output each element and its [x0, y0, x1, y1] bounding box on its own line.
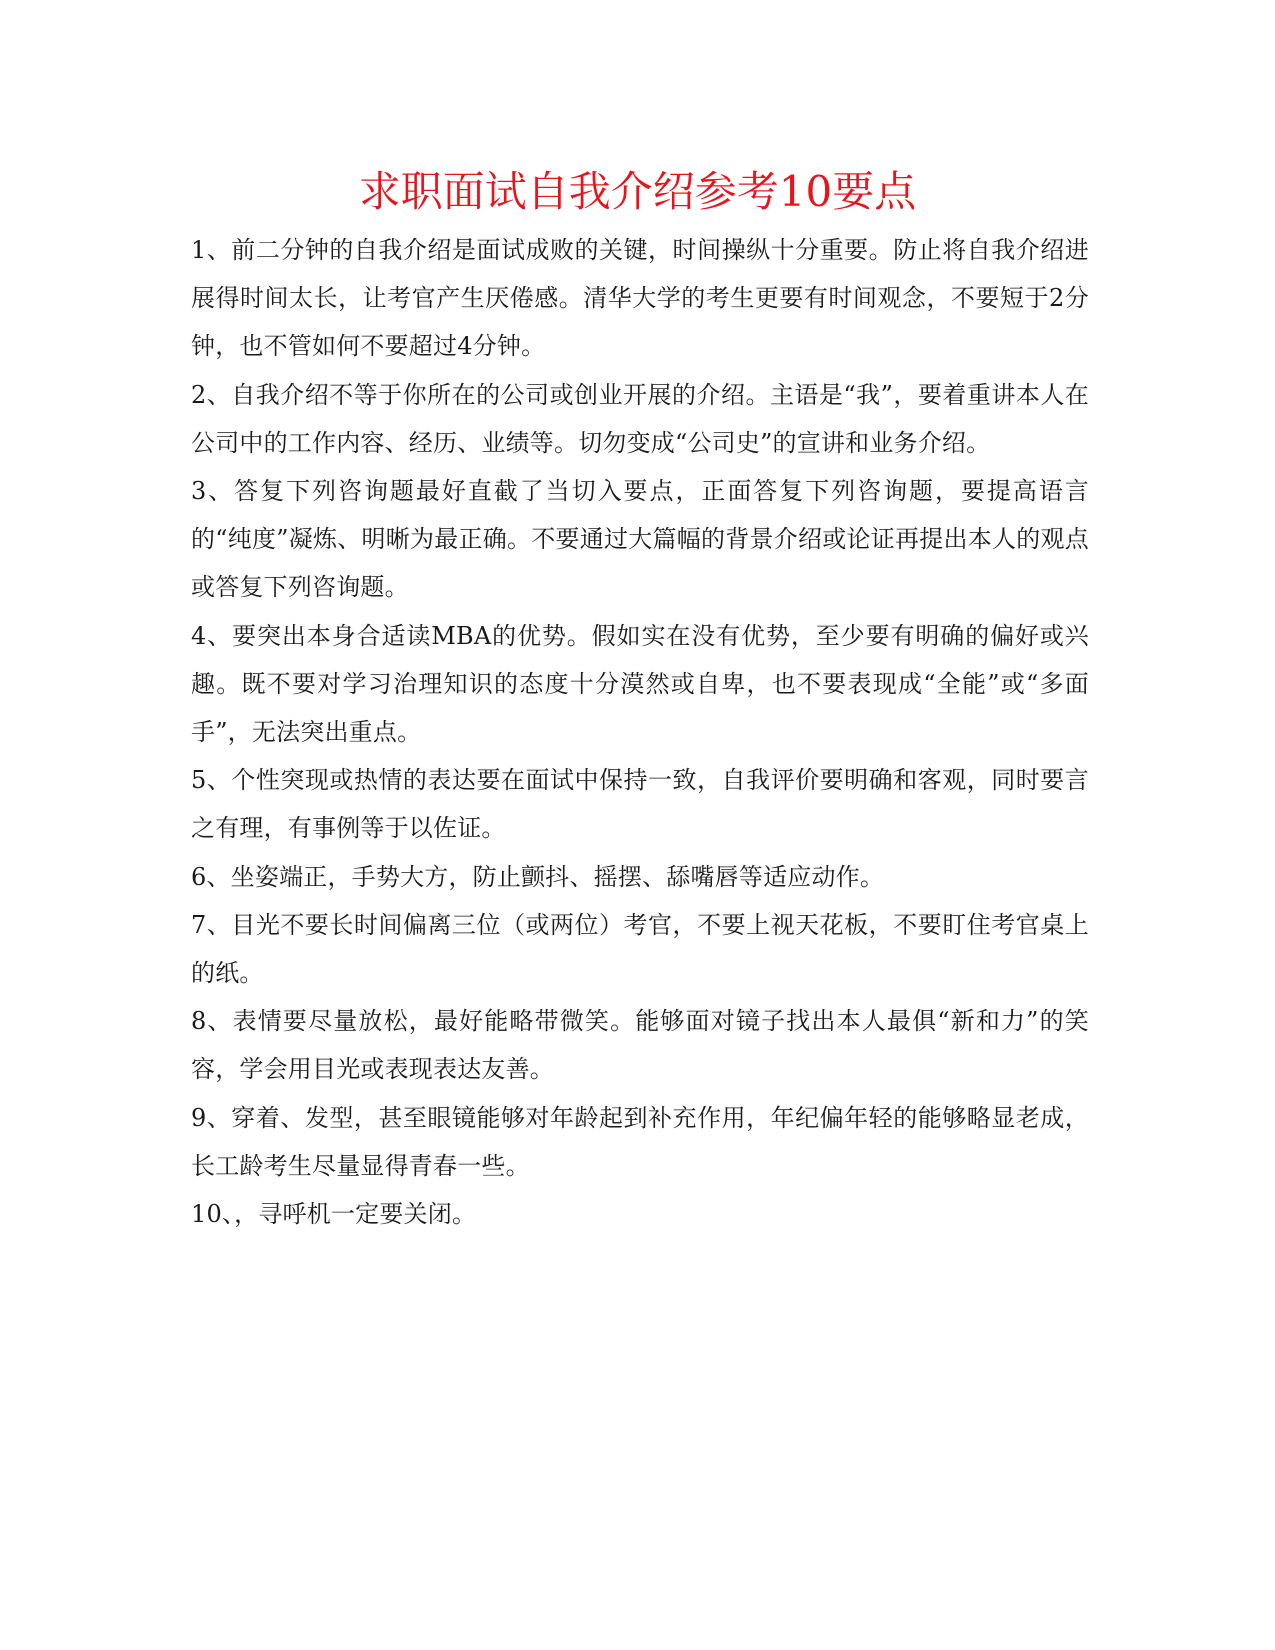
paragraph-7: 7、目光不要长时间偏离三位（或两位）考官，不要上视天花板，不要盯住考官桌上的纸。 [191, 910, 1089, 988]
paragraph-1: 1、前二分钟的自我介绍是面试成败的关键，时间操纵十分重要。防止将自我介绍进展得时间太长，让考官产生厌倦感。清华大学的考生更要有时间观念，不要短于2分钟，也不管如何不要超过4分钟。 [191, 236, 1089, 361]
paragraph-4: 4、要突出本身合适读MBA的优势。假如实在没有优势，至少要有明确的偏好或兴趣。既不要对学习治理知识的态度十分漠然或自卑，也不要表现成“全能”或“多面手”，无法突出重点。 [191, 621, 1089, 747]
paragraph-10: 10、，寻呼机一定要关闭。 [191, 1200, 477, 1229]
paragraph-2: 2、自我介绍不等于你所在的公司或创业开展的介绍。主语是“我”，要着重讲本人在公司中的工作内容、经历、业绩等。切勿变成“公司史”的宣讲和业务介绍。 [191, 380, 1089, 457]
document-body [191, 226, 1089, 1238]
paragraph-8: 8、表情要尽量放松，最好能略带微笑。能够面对镜子找出本人最俱“新和力”的笑容，学会用目光或表现表达友善。 [191, 1007, 1089, 1084]
paragraph-6: 6、坐姿端正，手势大方，防止颤抖、摇摆、舔嘴唇等适应动作。 [191, 862, 885, 891]
paragraph-3: 3、答复下列咨询题最好直截了当切入要点，正面答复下列咨询题，要提高语言的“纯度”凝炼、明晰为最正确。不要通过大篇幅的背景介绍或论证再提出本人的观点或答复下列咨询题。 [191, 477, 1089, 602]
paragraph-5: 5、个性突现或热情的表达要在面试中保持一致，自我评价要明确和客观，同时要言之有理，有事例等于以佐证。 [191, 766, 1089, 843]
document-title: 求职面试自我介绍参考10要点 [358, 167, 917, 216]
paragraph-9: 9、穿着、发型，甚至眼镜能够对年龄起到补充作用，年纪偏年轻的能够略显老成，长工龄考生尽量显得青春一些。 [191, 1103, 1089, 1180]
